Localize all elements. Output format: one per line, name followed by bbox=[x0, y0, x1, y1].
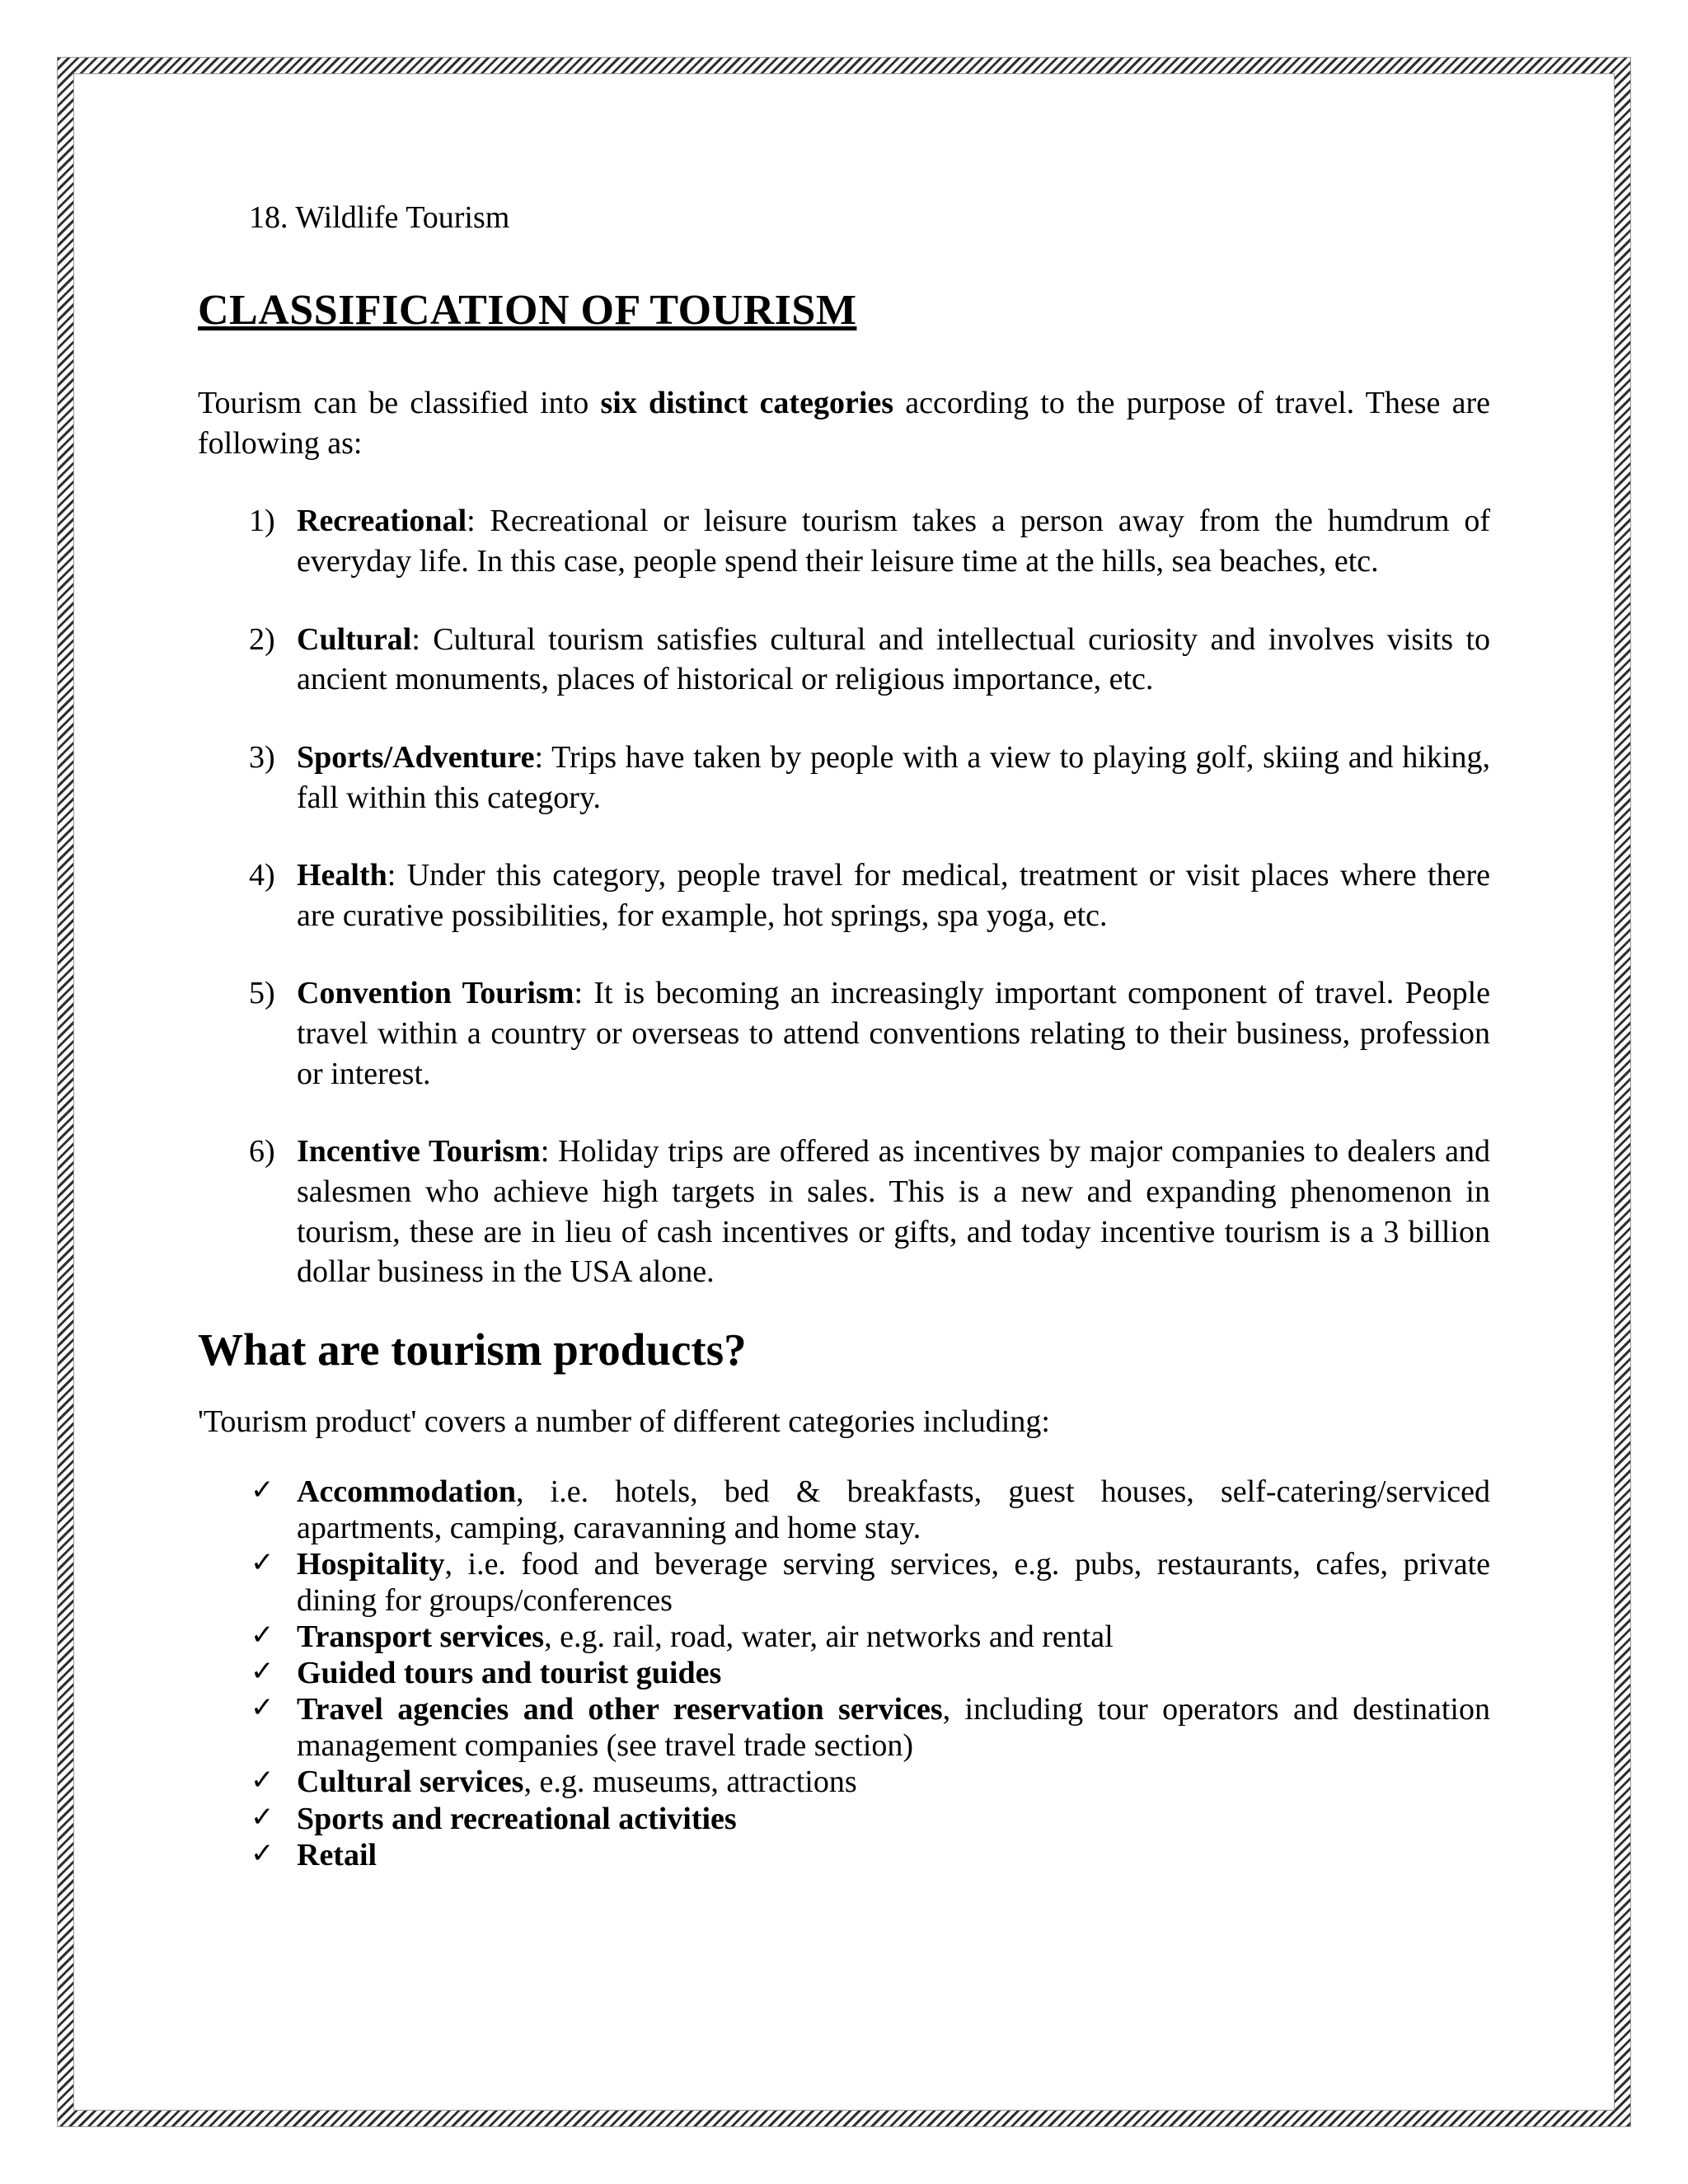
products-heading: What are tourism products? bbox=[198, 1324, 747, 1375]
category-text: : Cultural tourism satisfies cultural and intellectual curiosity and involves visits to ancient monuments, places of historical or religious importance, etc. bbox=[297, 621, 1490, 697]
checkmark-icon: ✓ bbox=[251, 1473, 274, 1507]
category-item-recreational bbox=[198, 501, 1490, 581]
category-text: : Holiday trips are offered as incentives by major companies to dealers and salesmen who achieve high targets in sales. This is a new and expanding phenomenon in tourism, these are in lieu of cash incentives or gifts, and today incentive tourism is a 3 billion dollar business in the USA alone. bbox=[297, 1134, 1490, 1290]
category-text: : Recreational or leisure tourism takes a person away from the humdrum of everyday life. In this case, people spend their leisure time at the hills, sea beaches, etc. bbox=[297, 504, 1490, 579]
category-label: Convention Tourism bbox=[297, 976, 574, 1011]
checkmark-icon: ✓ bbox=[251, 1655, 274, 1689]
checkmark-icon: ✓ bbox=[251, 1545, 274, 1579]
product-label: Accommodation bbox=[297, 1474, 516, 1509]
category-label: Sports/Adventure bbox=[297, 739, 535, 775]
product-label: Hospitality bbox=[297, 1546, 445, 1582]
product-label: Cultural services bbox=[297, 1765, 524, 1800]
document-content bbox=[198, 198, 1490, 1873]
product-label: Travel agencies and other reservation services bbox=[297, 1692, 943, 1727]
list-number: 1) bbox=[249, 504, 275, 539]
prior-list-item: 18. Wildlife Tourism bbox=[249, 200, 510, 235]
checkmark-icon: ✓ bbox=[251, 1764, 274, 1797]
product-item-hospitality bbox=[198, 1546, 1490, 1619]
category-label: Cultural bbox=[297, 621, 412, 657]
product-item-accommodation bbox=[198, 1474, 1490, 1546]
list-number: 3) bbox=[249, 739, 275, 775]
category-label: Incentive Tourism bbox=[297, 1134, 541, 1169]
product-item-sports-recreational bbox=[198, 1801, 1490, 1837]
product-text: , i.e. food and beverage serving services, e.g. pubs, restaurants, cafes, private dining for groups/conferences bbox=[297, 1546, 1490, 1619]
intro-text-pre: Tourism can be classified into bbox=[198, 386, 601, 421]
product-item-cultural-services bbox=[198, 1764, 1490, 1800]
product-item-travel-agencies bbox=[198, 1691, 1490, 1764]
category-item-sports-adventure bbox=[198, 738, 1490, 818]
category-label: Recreational bbox=[297, 504, 467, 539]
category-item-cultural bbox=[198, 620, 1490, 700]
product-text: , including tour operators and destination management companies (see travel trade section) bbox=[297, 1692, 1490, 1764]
checkmark-icon: ✓ bbox=[251, 1836, 274, 1870]
intro-text-post: according to the purpose of travel. These are following as: bbox=[198, 386, 1490, 461]
products-list bbox=[198, 1474, 1490, 1873]
product-text: , e.g. rail, road, water, air networks and rental bbox=[544, 1619, 1114, 1655]
list-number: 4) bbox=[249, 858, 275, 893]
category-text: : Trips have taken by people with a view to playing golf, skiing and hiking, fall within this category. bbox=[297, 739, 1490, 815]
product-text: , i.e. hotels, bed & breakfasts, guest houses, self-catering/serviced apartments, camping, caravanning and home stay. bbox=[297, 1474, 1490, 1545]
list-number: 2) bbox=[249, 621, 275, 657]
intro-paragraph bbox=[198, 383, 1490, 463]
product-item-transport-services bbox=[198, 1619, 1490, 1655]
product-label: Sports and recreational activities bbox=[297, 1801, 737, 1836]
list-number: 5) bbox=[249, 976, 275, 1011]
category-item-convention-tourism bbox=[198, 973, 1490, 1094]
product-label: Transport services bbox=[297, 1619, 545, 1655]
category-list bbox=[198, 501, 1490, 1291]
category-text: : It is becoming an increasingly important component of travel. People travel within a country or overseas to attend conventions relating to their business, profession or interest. bbox=[297, 976, 1490, 1091]
list-number: 6) bbox=[249, 1134, 275, 1169]
category-text: : Under this category, people travel for medical, treatment or visit places where there are curative possibilities, for example, hot springs, spa yoga, etc. bbox=[297, 858, 1490, 933]
checkmark-icon: ✓ bbox=[251, 1619, 274, 1652]
checkmark-icon: ✓ bbox=[251, 1800, 274, 1834]
product-label: Retail bbox=[297, 1837, 377, 1872]
page-title: CLASSIFICATION OF TOURISM bbox=[198, 286, 857, 334]
product-label: Guided tours and tourist guides bbox=[297, 1656, 722, 1691]
category-item-incentive-tourism bbox=[198, 1132, 1490, 1292]
intro-text-bold: six distinct categories bbox=[600, 386, 894, 421]
category-label: Health bbox=[297, 858, 387, 893]
product-item-retail bbox=[198, 1837, 1490, 1873]
checkmark-icon: ✓ bbox=[251, 1691, 274, 1725]
product-item-guided-tours bbox=[198, 1655, 1490, 1691]
products-intro: 'Tourism product' covers a number of different categories including: bbox=[198, 1404, 1050, 1440]
category-item-health bbox=[198, 855, 1490, 935]
product-text: , e.g. museums, attractions bbox=[523, 1765, 857, 1800]
